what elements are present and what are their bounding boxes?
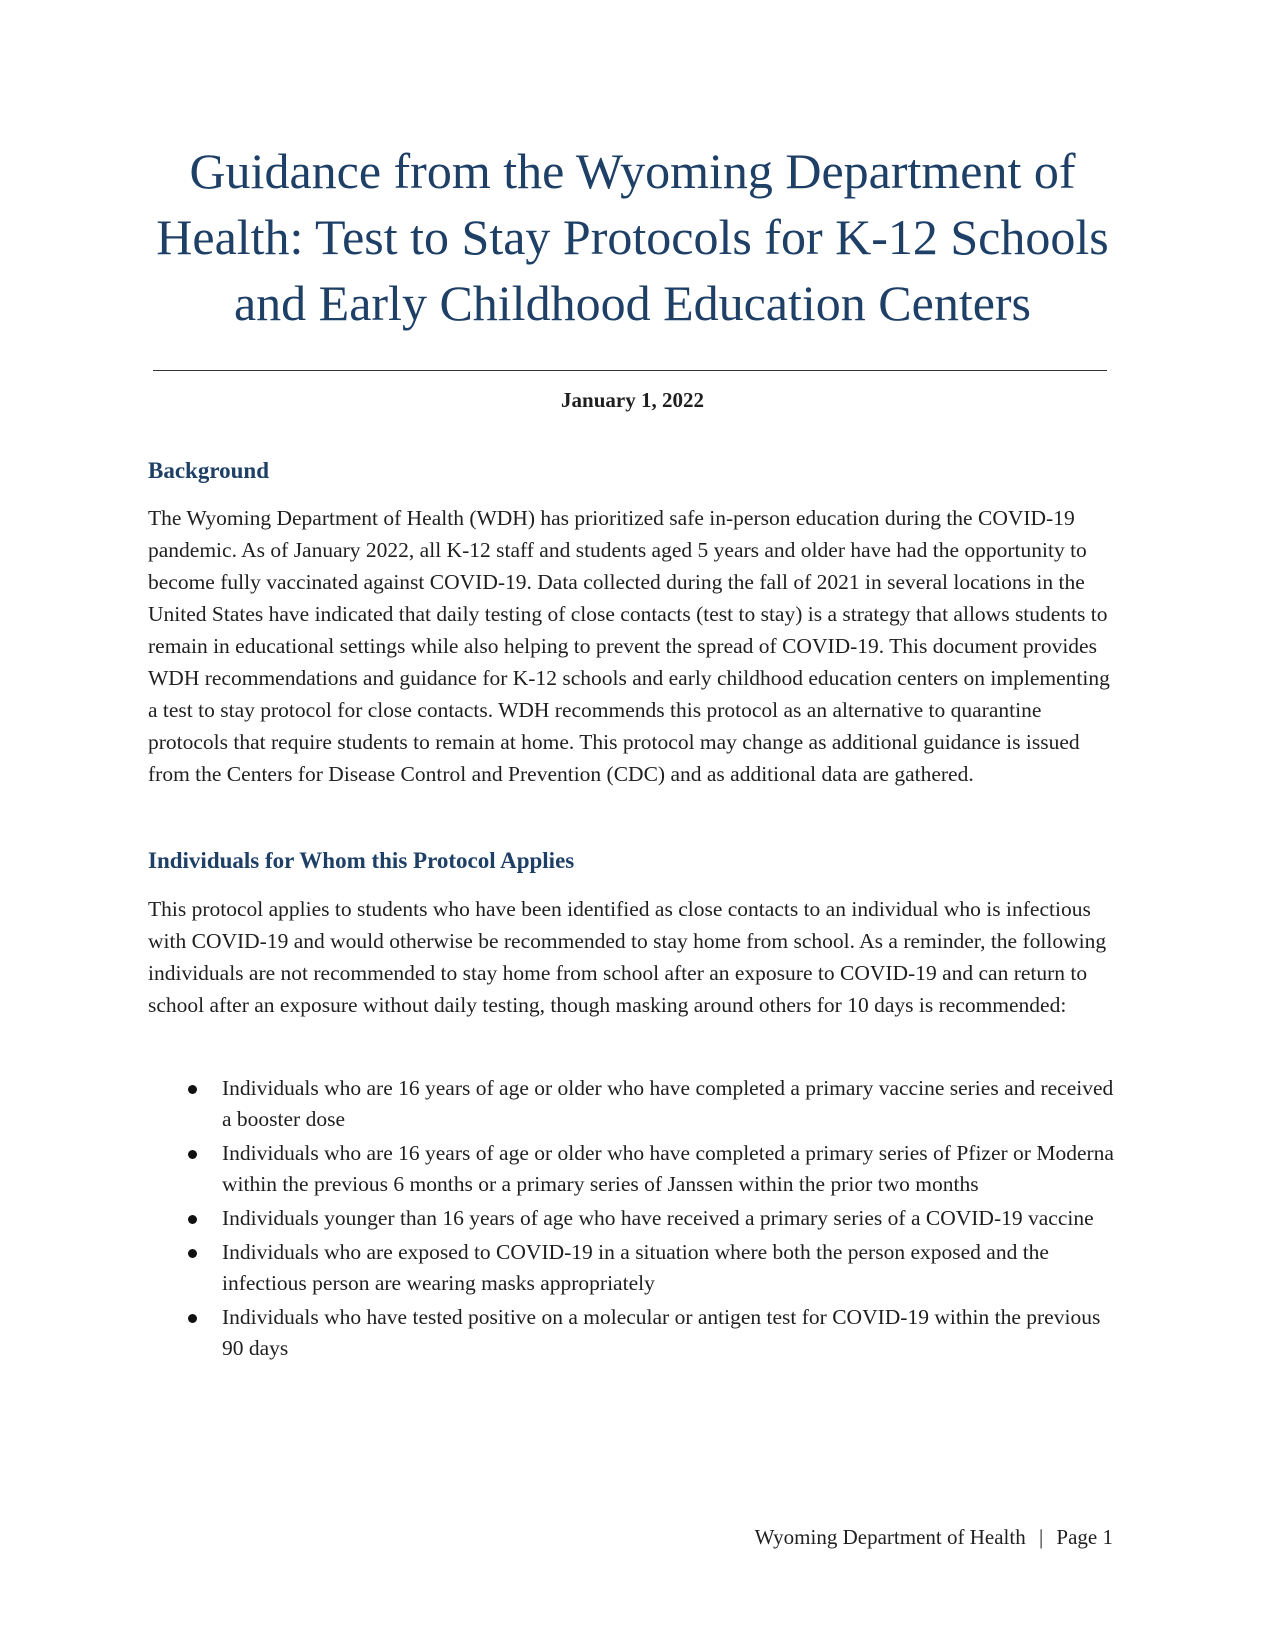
list-item-text: Individuals who are 16 years of age or older who have completed a primary vaccine series and received a booster dose <box>222 1076 1114 1131</box>
list-item-text: Individuals who are 16 years of age or older who have completed a primary series of Pfizer or Moderna within the previous 6 months or a primary series of Janssen within the prior two months <box>222 1141 1114 1196</box>
title-divider <box>153 370 1107 371</box>
bullet-icon <box>188 1085 197 1094</box>
list-item <box>148 1138 1114 1200</box>
background-heading: Background <box>148 458 270 483</box>
list-item <box>148 1237 1114 1299</box>
page-footer <box>755 1522 1113 1552</box>
list-item <box>148 1203 1114 1234</box>
title-line: and Early Childhood Education Centers <box>233 275 1032 331</box>
list-item-text: Individuals who are exposed to COVID-19 in a situation where both the person exposed and the infectious person are wearing masks appropriately <box>222 1240 1049 1295</box>
bullet-icon <box>188 1249 197 1258</box>
list-item-text: Individuals who have tested positive on a molecular or antigen test for COVID-19 within the previous 90 days <box>222 1305 1101 1360</box>
title-line: Guidance from the Wyoming Department of <box>189 143 1076 199</box>
bullet-icon <box>188 1314 197 1323</box>
applies-heading: Individuals for Whom this Protocol Applies <box>148 848 575 873</box>
title-line: Health: Test to Stay Protocols for K-12 Schools <box>156 209 1109 265</box>
list-item <box>148 1302 1114 1364</box>
bullet-icon <box>188 1150 197 1159</box>
list-item-text: Individuals younger than 16 years of age who have received a primary series of a COVID-19 vaccine <box>222 1206 1094 1230</box>
page-number: Page 1 <box>1056 1525 1113 1549</box>
background-paragraph: The Wyoming Department of Health (WDH) has prioritized safe in-person education during the COVID-19 pandemic. As of January 2022, all K-12 staff and students aged 5 years and older have had the opportunity to become fully vaccinated against COVID-19. Data collected during the fall of 2021 in several locations in the United States have indicated that daily testing of close contacts (test to stay) is a strategy that allows students to remain in educational settings while also helping to prevent the spread of COVID-19. This document provides WDH recommendations and guidance for K-12 schools and early childhood education centers on implementing a test to stay protocol for close contacts. WDH recommends this protocol as an alternative to quarantine protocols that require students to remain at home. This protocol may change as additional guidance is issued from the Centers for Disease Control and Prevention (CDC) and as additional data are gathered. <box>148 506 1110 786</box>
exemption-list <box>148 1073 1114 1367</box>
footer-organization: Wyoming Department of Health <box>754 1525 1026 1549</box>
page-title <box>150 138 1115 336</box>
list-item <box>148 1073 1114 1135</box>
document-date: January 1, 2022 <box>561 388 704 412</box>
applies-paragraph: This protocol applies to students who have been identified as close contacts to an individual who is infectious with COVID-19 and would otherwise be recommended to stay home from school. As a reminder, the following individuals are not recommended to stay home from school after an exposure to COVID-19 and can return to school after an exposure without daily testing, though masking around others for 10 days is recommended: <box>148 897 1107 1017</box>
footer-separator: | <box>1038 1525 1044 1549</box>
bullet-icon <box>188 1215 197 1224</box>
